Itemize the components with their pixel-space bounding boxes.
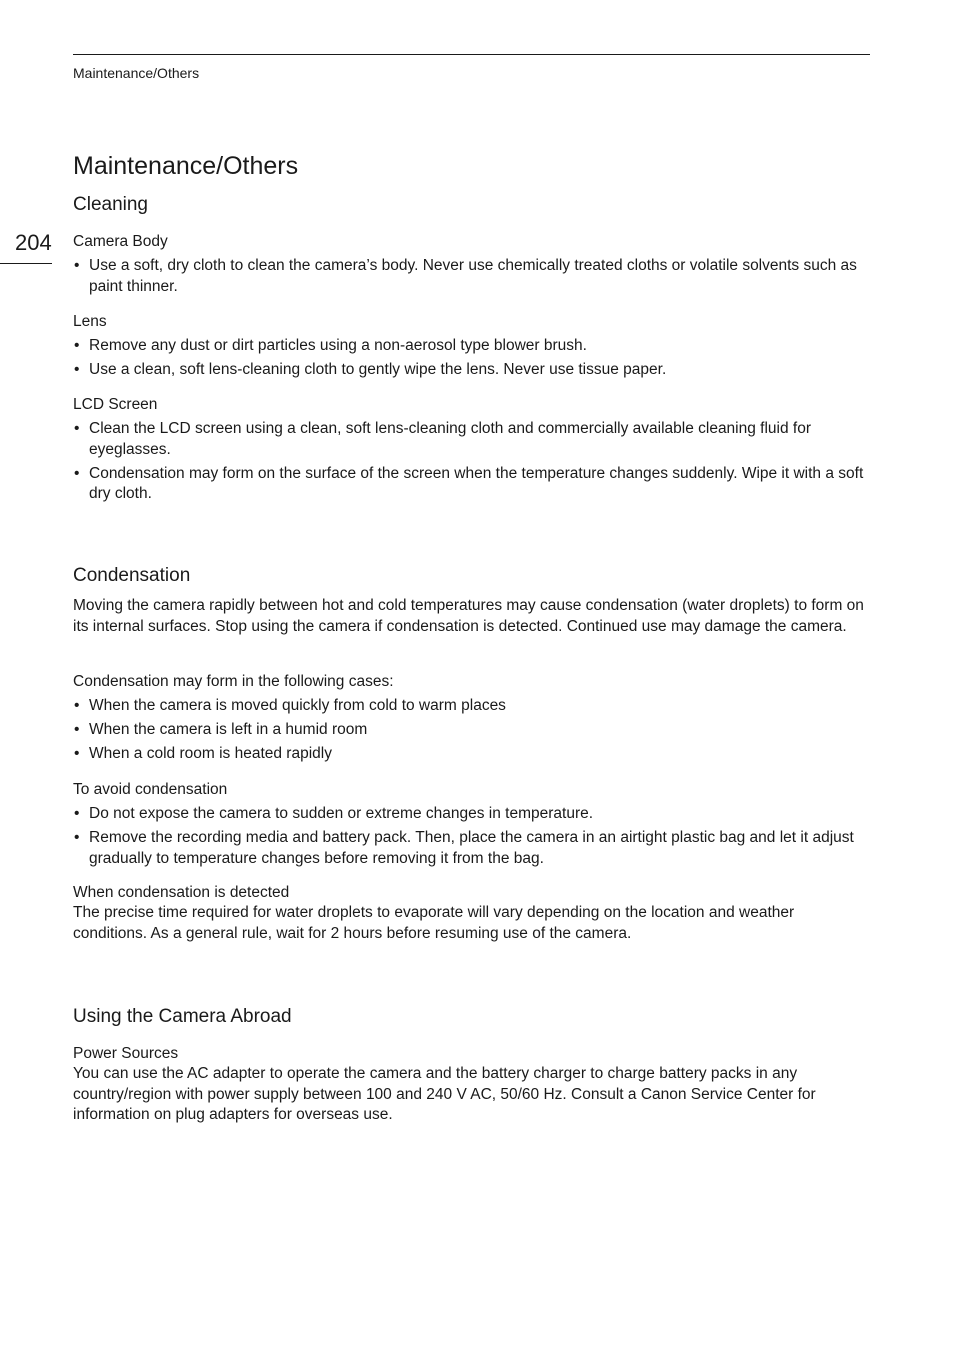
abroad-heading: Using the Camera Abroad xyxy=(73,1006,292,1027)
camera-body-list xyxy=(73,256,870,301)
running-header: Maintenance/Others xyxy=(73,65,200,81)
list-item: • When the camera is moved quickly from cold to warm places xyxy=(73,696,870,717)
list-item: • Use a clean, soft lens-cleaning cloth to gently wipe the lens. Never use tissue paper. xyxy=(73,360,870,381)
lcd-list xyxy=(73,419,870,508)
lcd-label: LCD Screen xyxy=(73,396,158,413)
page-number: 204 xyxy=(15,230,52,255)
lens-label: Lens xyxy=(73,313,107,330)
avoid-list xyxy=(73,804,870,873)
cleaning-heading: Cleaning xyxy=(73,194,148,215)
lens-list xyxy=(73,336,870,384)
condensation-heading: Condensation xyxy=(73,565,191,586)
list-item: • Remove the recording media and battery pack. Then, place the camera in an airtight plastic bag and let it adjust gradually to temperature changes before removing it from the bag. xyxy=(73,828,870,869)
list-item: • Do not expose the camera to sudden or extreme changes in temperature. xyxy=(73,804,870,825)
condensation-intro: Moving the camera rapidly between hot and cold temperatures may cause condensation (water droplets) to form on its internal surfaces. Stop using the camera if condensation is detected. Continued use may damage the camera. xyxy=(73,597,864,635)
list-item: • When the camera is left in a humid room xyxy=(73,720,870,741)
page-number-rule xyxy=(0,263,52,264)
cases-list xyxy=(73,696,870,768)
list-item: • Use a soft, dry cloth to clean the camera’s body. Never use chemically treated cloths or volatile solvents such as paint thinner. xyxy=(73,256,870,297)
list-item: • Condensation may form on the surface of the screen when the temperature changes suddenly. Wipe it with a soft dry cloth. xyxy=(73,464,870,505)
list-item: • Clean the LCD screen using a clean, soft lens-cleaning cloth and commercially available cleaning fluid for eyeglasses. xyxy=(73,419,870,460)
cases-label: Condensation may form in the following cases: xyxy=(73,673,394,690)
camera-body-label: Camera Body xyxy=(73,233,168,250)
header-rule xyxy=(73,54,870,55)
detected-text: The precise time required for water droplets to evaporate will vary depending on the location and weather conditions. As a general rule, wait for 2 hours before resuming use of the camera. xyxy=(73,904,795,942)
page-title: Maintenance/Others xyxy=(73,152,299,180)
detected-label: When condensation is detected xyxy=(73,884,290,901)
list-item: • When a cold room is heated rapidly xyxy=(73,744,870,765)
list-item: • Remove any dust or dirt particles using a non-aerosol type blower brush. xyxy=(73,336,870,357)
power-text: You can use the AC adapter to operate the camera and the battery charger to charge battery packs in any country/region with power supply between 100 and 240 V AC, 50/60 Hz. Consult a Canon Service Center for information on plug adapters for overseas use. xyxy=(73,1065,816,1124)
power-label: Power Sources xyxy=(73,1045,179,1062)
avoid-label: To avoid condensation xyxy=(73,781,228,798)
